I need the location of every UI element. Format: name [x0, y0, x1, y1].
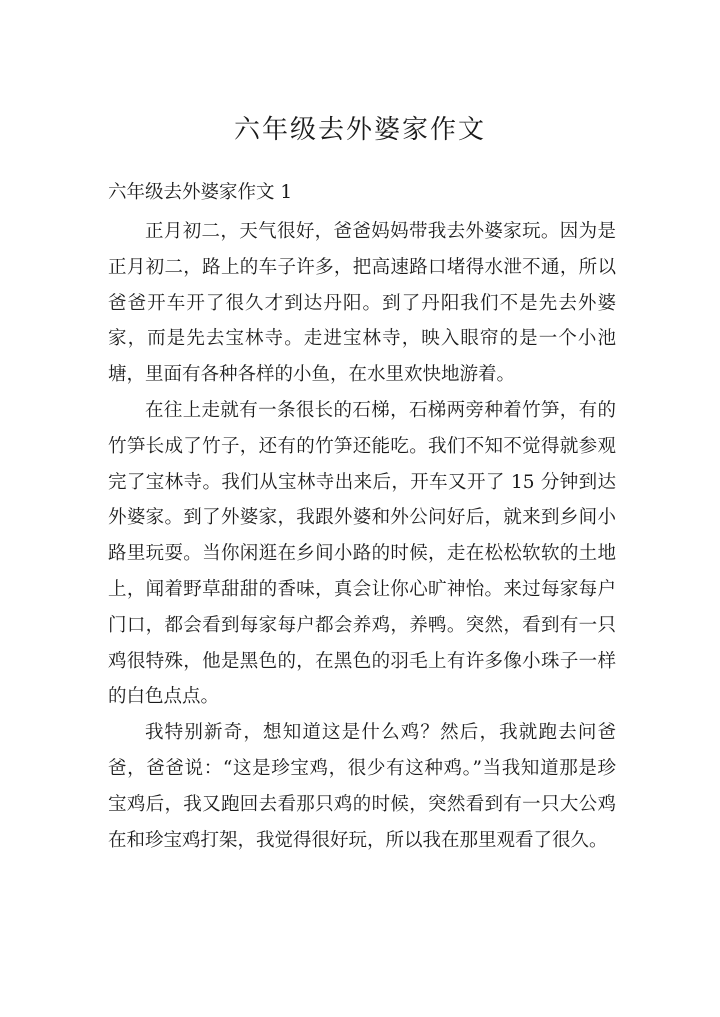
paragraph-1: 正月初二，天气很好，爸爸妈妈带我去外婆家玩。因为是正月初二，路上的车子许多，把高速路口堵得水泄不通，所以爸爸开车开了很久才到达丹阳。到了丹阳我们不是先去外婆家，而是先去宝林寺。走进宝林寺，映入眼帘的是一个小池塘，里面有各种各样的小鱼，在水里欢快地游着。 [108, 221, 616, 386]
paragraph-3: 我特别新奇，想知道这是什么鸡？然后，我就跑去问爸爸，爸爸说：“这是珍宝鸡，很少有这种鸡。”当我知道那是珍宝鸡后，我又跑回去看那只鸡的时候，突然看到有一只大公鸡在和珍宝鸡打架，我觉得很好玩，所以我在那里观看了很久。 [108, 722, 616, 851]
article-body [108, 214, 616, 858]
section-subtitle: 六年级去外婆家作文 1 [108, 182, 293, 203]
page-title: 六年级去外婆家作文 [233, 115, 486, 145]
paragraph-2: 在往上走就有一条很长的石梯，石梯两旁种着竹笋，有的竹笋长成了竹子，还有的竹笋还能吃。我们不知不觉得就参观完了宝林寺。我们从宝林寺出来后，开车又开了 15 分钟到达外婆家。到了外婆家，我跟外婆和外公问好后，就来到乡间小路里玩耍。当你闲逛在乡间小路的时候，走在松松软软的土地上，闻着野草甜甜的香味，真会让你心旷神怡。来过每家每户门口，都会看到每家每户都会养鸡，养鸭。突然，看到有一只鸡很特殊，他是黑色的，在黑色的羽毛上有许多像小珠子一样的白色点点。 [108, 399, 616, 708]
